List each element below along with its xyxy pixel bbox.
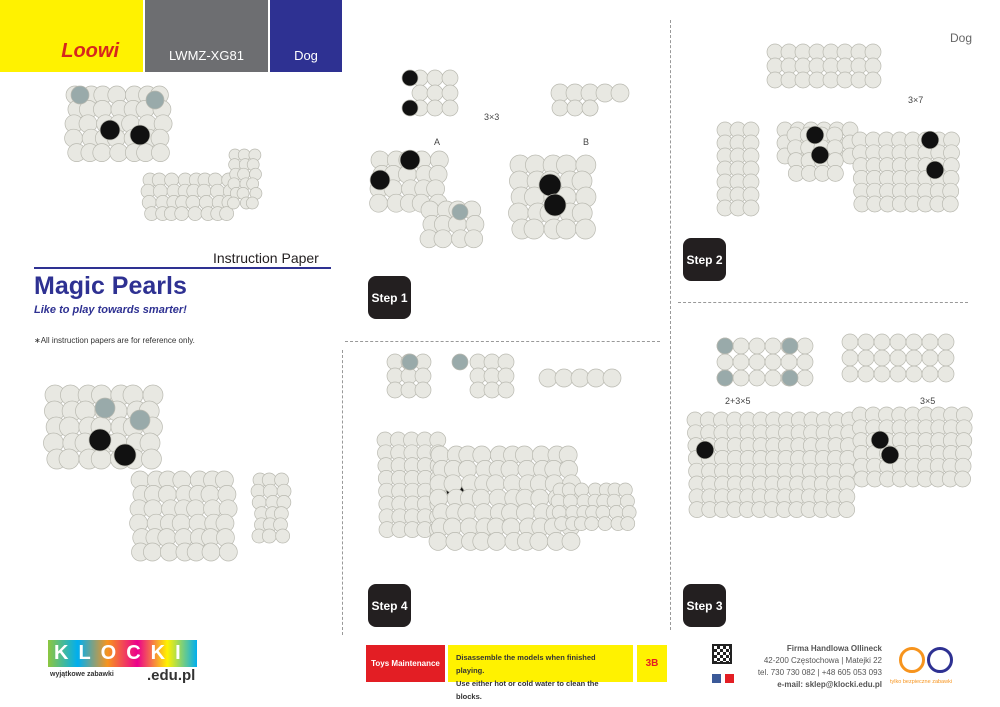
pearl (842, 334, 858, 350)
pearl (749, 370, 765, 386)
pearl (922, 366, 938, 382)
pearl (370, 194, 388, 212)
maintenance-label: Toys Maintenance (366, 645, 445, 682)
pearl (795, 44, 811, 60)
pearl (95, 398, 115, 418)
pearl (427, 85, 443, 101)
pearl (188, 207, 202, 221)
eye-pearl (926, 161, 944, 179)
pearl (401, 382, 417, 398)
pearl (827, 165, 843, 181)
klocki-tagline: wyjątkowe zabawki (50, 671, 114, 678)
pearl (765, 370, 781, 386)
pearl (452, 204, 468, 220)
pearl (823, 72, 839, 88)
eye-pearl (402, 70, 418, 86)
pearl (219, 543, 237, 561)
pearl (765, 338, 781, 354)
part-a-label: A (434, 137, 441, 147)
pearl (412, 85, 428, 101)
pearl (427, 100, 443, 116)
pearl (452, 354, 468, 370)
pearl (415, 382, 431, 398)
pearl (603, 369, 621, 387)
eye-pearl (696, 441, 714, 459)
pearl (524, 219, 544, 239)
pearl (851, 44, 867, 60)
eye-pearl (871, 431, 889, 449)
pearl (571, 369, 589, 387)
pearl (717, 338, 733, 354)
pearl (809, 72, 825, 88)
grid-size: 2+3×5 (725, 396, 751, 406)
pearl (587, 369, 605, 387)
pearl (865, 58, 881, 74)
pearl (415, 368, 431, 384)
phone[interactable]: tel. 730 730 082 | +48 605 053 093 (757, 668, 882, 677)
email[interactable]: e-mail: sklep@klocki.edu.pl (777, 680, 882, 689)
model-name-text: Dog (294, 48, 318, 63)
eye-pearl (881, 446, 899, 464)
pearl (141, 449, 161, 469)
pearl (795, 58, 811, 74)
pearl (922, 334, 938, 350)
pearl (470, 354, 486, 370)
maintenance-line: Use either hot or cold water to clean the blocks. (456, 679, 599, 701)
pearl (837, 44, 853, 60)
pearl (585, 517, 599, 531)
pearl (484, 368, 500, 384)
shop-icon[interactable] (725, 674, 734, 683)
pearl (498, 382, 514, 398)
pearl (795, 72, 811, 88)
divider (678, 302, 968, 303)
pearl (733, 354, 749, 370)
pearl (91, 449, 111, 469)
pearl (809, 44, 825, 60)
pearl (387, 382, 403, 398)
pearl (442, 85, 458, 101)
eye-pearl (370, 170, 390, 190)
pearl (202, 543, 220, 561)
pearl (749, 354, 765, 370)
pearl (797, 338, 813, 354)
pearl (429, 532, 447, 550)
eye-pearl (400, 150, 420, 170)
pearl (555, 369, 573, 387)
grid-size: 3×7 (908, 95, 924, 105)
pearl (598, 517, 612, 531)
pearl (262, 529, 276, 543)
pearl (781, 354, 797, 370)
pearl (865, 72, 881, 88)
pearl (781, 44, 797, 60)
pearl (276, 529, 290, 543)
boy-face-icon (927, 647, 953, 673)
pearl (442, 100, 458, 116)
pearl (922, 350, 938, 366)
pearl (143, 543, 161, 561)
pearl (151, 144, 169, 162)
grid-size: 3×3 (484, 112, 500, 122)
pearl (59, 449, 79, 469)
pearl (582, 100, 598, 116)
eye-pearl (89, 429, 111, 451)
pearl (93, 144, 111, 162)
pearl (858, 366, 874, 382)
pearl (890, 350, 906, 366)
pearl (575, 219, 595, 239)
pearl (858, 350, 874, 366)
slogan: Like to play towards smarter! (34, 304, 187, 316)
model-name (270, 0, 342, 72)
pearl (387, 368, 403, 384)
pearl (823, 58, 839, 74)
pearl (539, 369, 557, 387)
page-code: 3B (637, 645, 667, 682)
pearl (890, 334, 906, 350)
pearl (621, 517, 635, 531)
brand-block (0, 0, 143, 72)
pearl (781, 58, 797, 74)
pearl (874, 350, 890, 366)
pearl (465, 230, 483, 248)
pearl (556, 219, 576, 239)
pearl (797, 370, 813, 386)
page-title: Magic Pearls (34, 272, 187, 300)
pearl (874, 334, 890, 350)
pearl (782, 338, 798, 354)
pearl (484, 354, 500, 370)
eye-pearl (114, 444, 136, 466)
pearl (837, 72, 853, 88)
divider (342, 350, 343, 635)
pearl (865, 44, 881, 60)
eye-pearl (806, 126, 824, 144)
divider (345, 341, 660, 342)
section-label: Instruction Paper (213, 250, 319, 266)
pearl (938, 350, 954, 366)
pearl (717, 370, 733, 386)
pearl (733, 370, 749, 386)
pearl (749, 338, 765, 354)
qr-code-icon (712, 644, 732, 664)
pearl (842, 366, 858, 382)
klocki-domain: .edu.pl (147, 667, 196, 684)
maintenance-line: Disassemble the models when finished playing. (456, 653, 596, 675)
pearl (858, 334, 874, 350)
pearl (552, 100, 568, 116)
pearl (434, 230, 452, 248)
pearl (906, 350, 922, 366)
pearl (823, 44, 839, 60)
grid-size: 3×5 (920, 396, 936, 406)
part-b-label: B (583, 137, 590, 147)
pearl (955, 471, 971, 487)
pearl (175, 207, 189, 221)
pearl (530, 532, 548, 550)
pearl (767, 44, 783, 60)
pearl (767, 72, 783, 88)
pearl (562, 532, 580, 550)
pearl (427, 70, 443, 86)
pearl (227, 197, 239, 209)
pearl (387, 354, 403, 370)
pearl (851, 72, 867, 88)
contact-block (740, 643, 882, 691)
pearl (743, 200, 759, 216)
pearl (146, 91, 164, 109)
maintenance-text (448, 645, 633, 701)
pearl (470, 382, 486, 398)
pearl (401, 368, 417, 384)
pearl (874, 366, 890, 382)
step-2-badge: Step 2 (683, 238, 726, 281)
pearl (809, 58, 825, 74)
pearl (938, 334, 954, 350)
pearl (498, 354, 514, 370)
pearl (851, 58, 867, 74)
pearl (906, 334, 922, 350)
klocki-logo-text: KLOCKI (48, 640, 197, 667)
girl-face-icon (899, 647, 925, 673)
pearl (402, 354, 418, 370)
step-4-badge: Step 4 (368, 584, 411, 627)
pearl (733, 338, 749, 354)
eye-pearl (811, 146, 829, 164)
eye-pearl (539, 174, 561, 196)
pearl (130, 410, 150, 430)
company-name: Firma Handlowa Ollineck (786, 644, 882, 653)
pearl (765, 354, 781, 370)
step-1-badge: Step 1 (368, 276, 411, 319)
address: 42-200 Częstochowa | Matejki 22 (763, 656, 882, 665)
pearl (890, 366, 906, 382)
product-code-text: LWMZ-XG81 (169, 48, 244, 63)
corner-label: Dog (950, 31, 973, 45)
pearl (938, 366, 954, 382)
pearl (839, 502, 855, 518)
pearl (767, 58, 783, 74)
pearl (498, 368, 514, 384)
loowi-logo: Loowi (61, 40, 119, 62)
divider (34, 267, 331, 269)
product-code (145, 0, 268, 72)
pearl (484, 382, 500, 398)
eye-pearl (544, 194, 566, 216)
pearl (246, 197, 258, 209)
eye-pearl (921, 131, 939, 149)
disclaimer: ∗All instruction papers are for reference only. (34, 336, 195, 345)
eye-pearl (130, 125, 150, 145)
pearl (842, 350, 858, 366)
pearl (488, 532, 506, 550)
pearl (71, 86, 89, 104)
pearl (942, 196, 958, 212)
pearl (442, 70, 458, 86)
pearl (470, 368, 486, 384)
pearl (797, 354, 813, 370)
safe-toys-logo (893, 645, 963, 675)
pearl (837, 58, 853, 74)
pearl (717, 354, 733, 370)
pearl (611, 84, 629, 102)
divider (670, 20, 671, 630)
safe-toys-text: tylko bezpieczne zabawki (890, 679, 953, 685)
pearl (781, 72, 797, 88)
eye-pearl (402, 100, 418, 116)
facebook-icon[interactable] (712, 674, 721, 683)
step-3-badge: Step 3 (683, 584, 726, 627)
eye-pearl (100, 120, 120, 140)
pearl (906, 366, 922, 382)
pearl (567, 100, 583, 116)
pearl (782, 370, 798, 386)
klocki-logo (48, 640, 197, 667)
